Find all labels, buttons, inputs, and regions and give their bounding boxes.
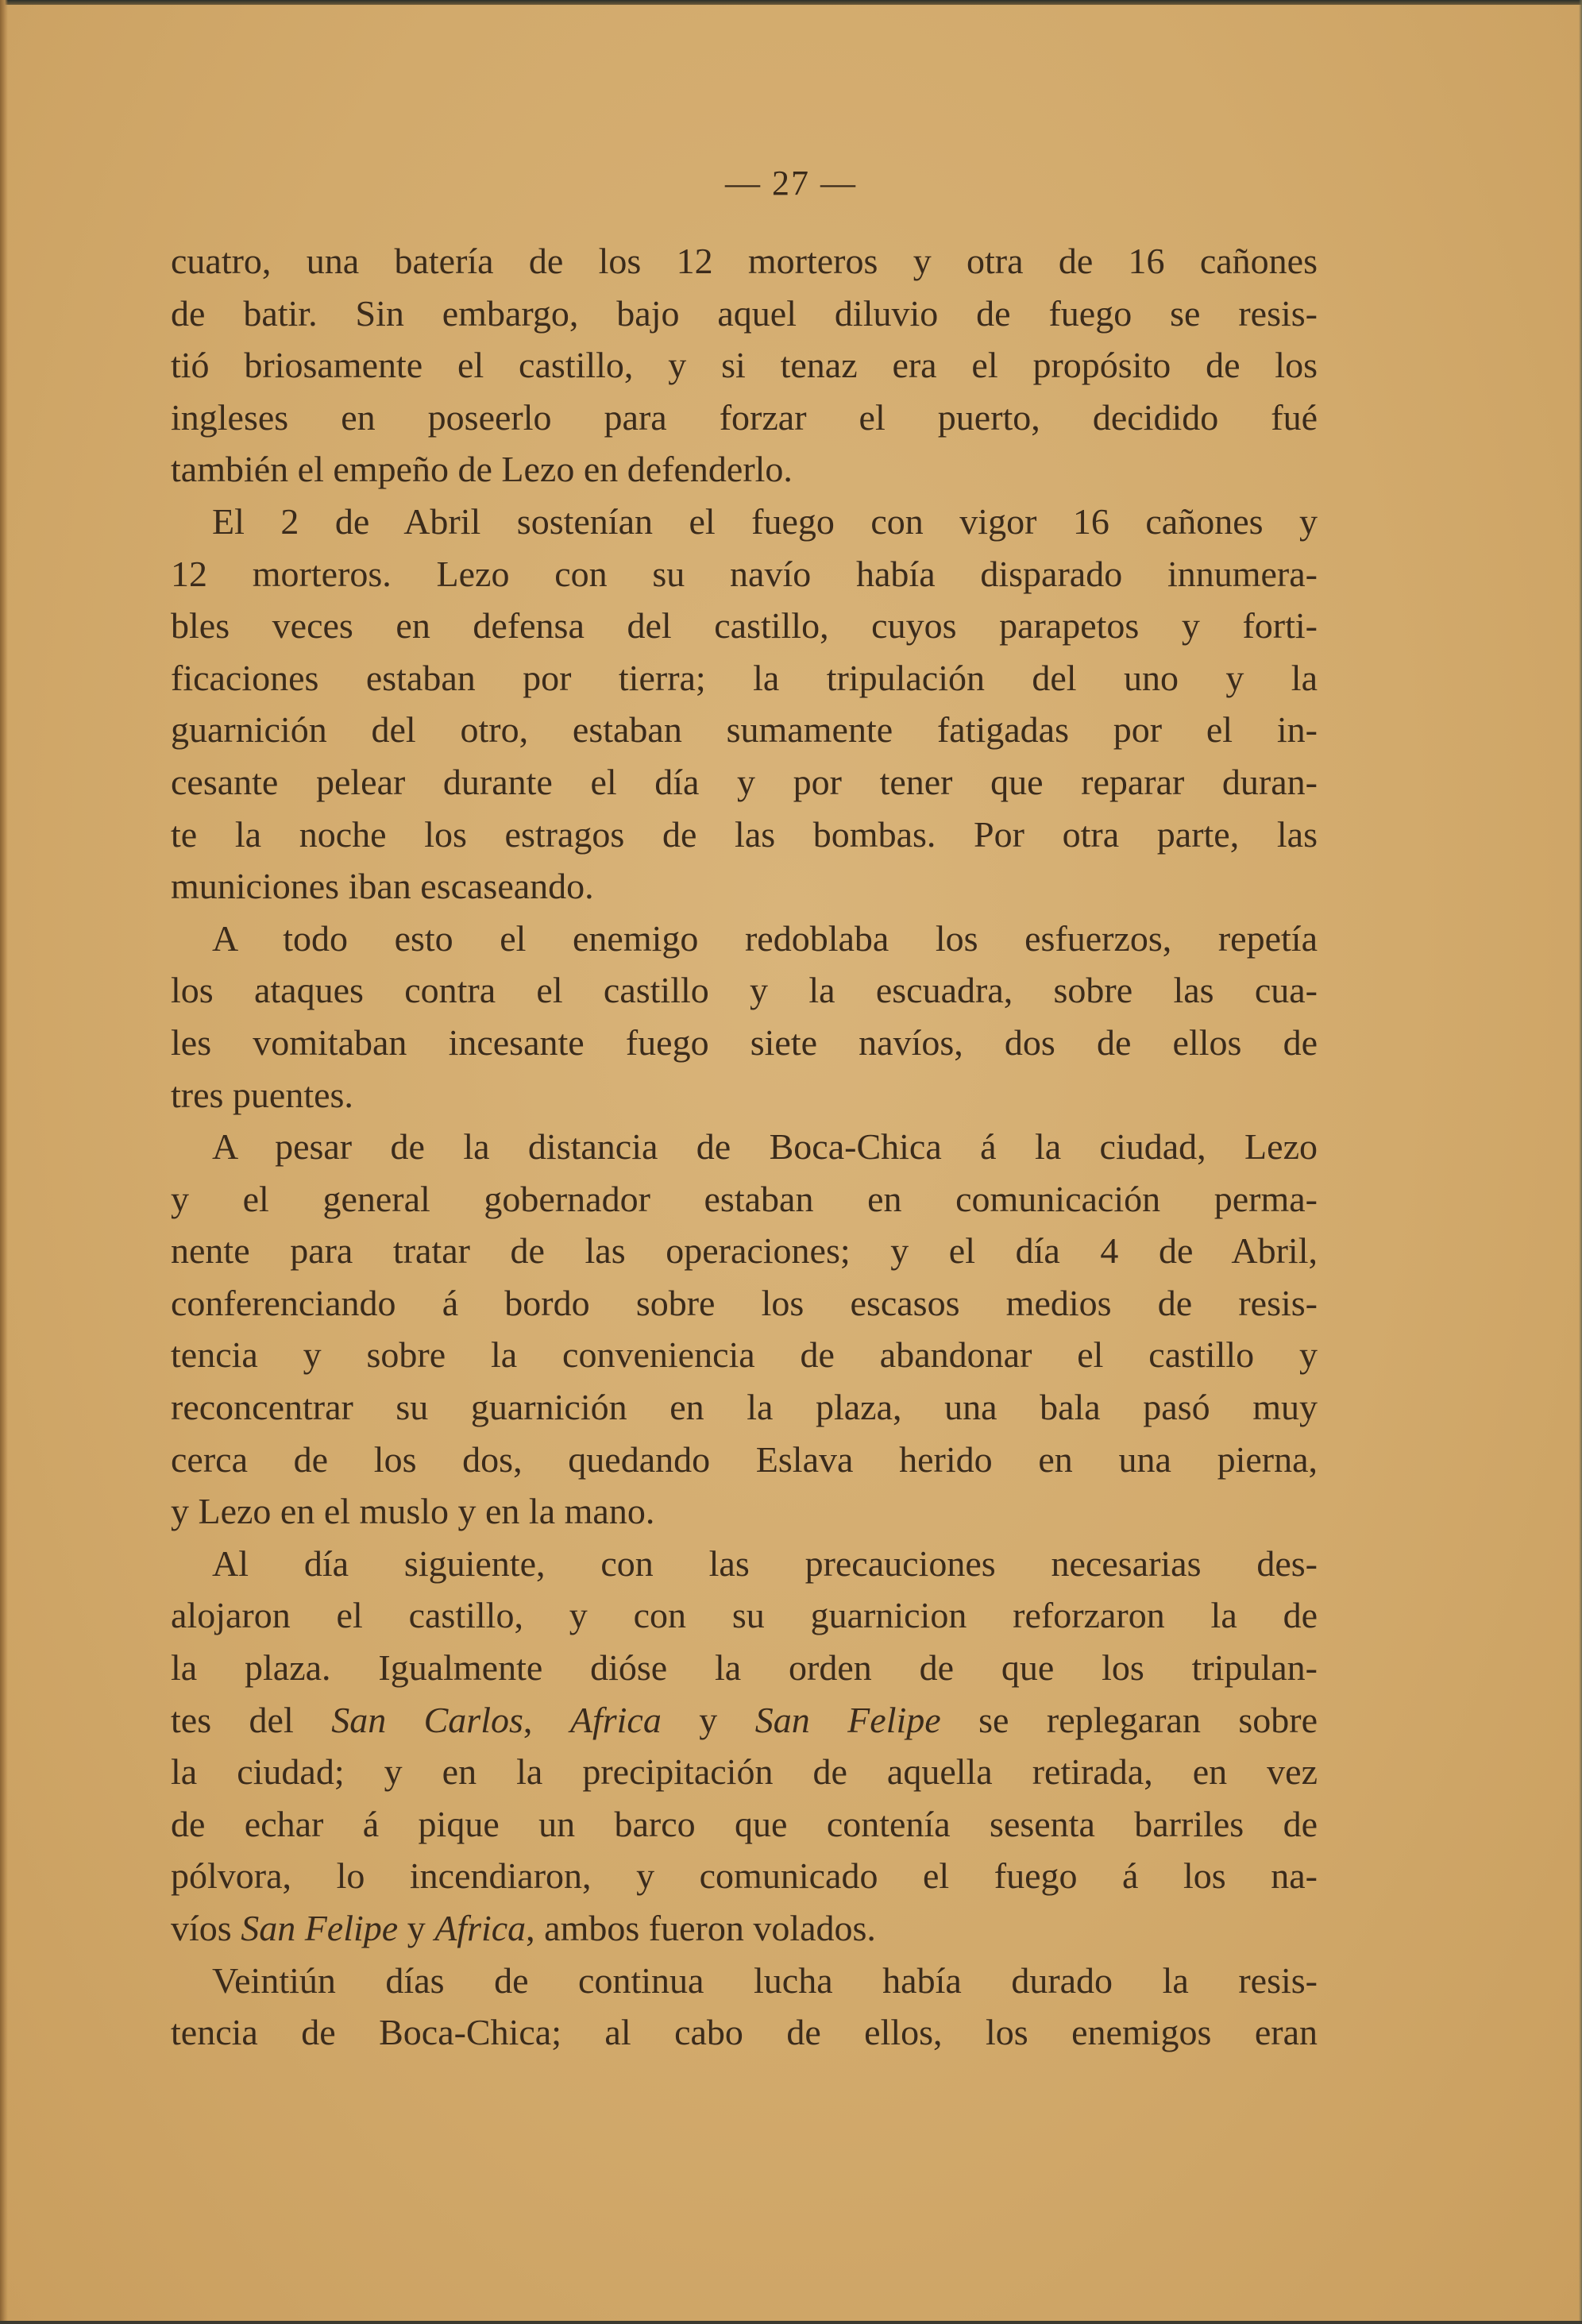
paragraph-first-line: A pesar de la distancia de Boca-Chica á la ciudad, Lezo — [212, 1126, 1318, 1168]
text-line: conferenciando á bordo sobre los escasos medios de resis- — [171, 1282, 1318, 1323]
text-span: , — [523, 1699, 570, 1740]
text-span: víos — [171, 1908, 241, 1948]
text-line: la plaza. Igualmente dióse la orden de que los tripulan- — [171, 1647, 1318, 1689]
text-span: tes del — [171, 1699, 332, 1740]
text-line: les vomitaban incesante fuego siete navíos, dos de ellos de — [171, 1021, 1318, 1063]
text-line: pólvora, lo incendiaron, y comunicado el fuego á los na- — [171, 1855, 1318, 1897]
text-line: también el empeño de Lezo en defenderlo. — [171, 449, 793, 490]
paragraph-first-line: El 2 de Abril sostenían el fuego con vigor 16 cañones y — [212, 500, 1318, 542]
page-binding-edge — [0, 0, 8, 2324]
page-right-edge — [1579, 0, 1582, 2324]
text-line: nente para tratar de las operaciones; y el día 4 de Abril, — [171, 1230, 1318, 1272]
paragraph-first-line: Al día siguiente, con las precauciones necesarias des- — [212, 1542, 1318, 1584]
text-line: y el general gobernador estaban en comunicación perma- — [171, 1178, 1318, 1219]
text-line: 12 morteros. Lezo con su navío había disparado innumera- — [171, 553, 1318, 594]
text-line: la ciudad; y en la precipitación de aquella retirada, en vez — [171, 1751, 1318, 1793]
page-top-edge — [0, 0, 1582, 5]
text-line — [171, 1902, 1318, 1955]
ship-name: Africa — [569, 1699, 662, 1740]
text-span: , ambos fueron volados. — [526, 1908, 876, 1948]
text-line: tres puentes. — [171, 1074, 353, 1115]
text-line: los ataques contra el castillo y la escuadra, sobre las cua- — [171, 970, 1318, 1011]
text-line: ficaciones estaban por tierra; la tripulación del uno y la — [171, 657, 1318, 698]
ship-name: San Felipe — [754, 1699, 941, 1740]
page-bottom-edge — [0, 2321, 1582, 2324]
text-line: cerca de los dos, quedando Eslava herido en una pierna, — [171, 1438, 1318, 1480]
text-line: cesante pelear durante el día y por tener que reparar duran- — [171, 761, 1318, 802]
text-span: y — [398, 1908, 435, 1948]
paragraph-first-line: Veintiún días de continua lucha había durado la resis- — [212, 1959, 1318, 2001]
text-line: de echar á pique un barco que contenía sesenta barriles de — [171, 1803, 1318, 1844]
text-line: bles veces en defensa del castillo, cuyos parapetos y forti- — [171, 605, 1318, 647]
body-text — [171, 235, 1318, 2059]
text-line: de batir. Sin embargo, bajo aquel diluvio de fuego se resis- — [171, 292, 1318, 334]
ship-name: San Felipe — [241, 1908, 399, 1948]
ship-name: Africa — [434, 1908, 527, 1948]
paragraph-first-line: A todo esto el enemigo redoblaba los esfuerzos, repetía — [212, 917, 1318, 959]
text-line: cuatro, una batería de los 12 morteros y otra de 16 cañones — [171, 241, 1318, 281]
text-line: te la noche los estragos de las bombas. Por otra parte, las — [171, 813, 1318, 855]
text-line: municiones iban escaseando. — [171, 866, 594, 907]
text-line: alojaron el castillo, y con su guarnicion reforzaron la de — [171, 1595, 1318, 1636]
text-line: ingleses en poseerlo para forzar el puerto, decidido fué — [171, 396, 1318, 438]
text-line: reconcentrar su guarnición en la plaza, una bala pasó muy — [171, 1387, 1318, 1428]
text-span: y — [661, 1699, 755, 1740]
text-line: tió briosamente el castillo, y si tenaz era el propósito de los — [171, 345, 1318, 386]
text-line — [171, 1694, 1318, 1747]
text-line: tencia de Boca-Chica; al cabo de ellos, los enemigos eran — [171, 2012, 1318, 2053]
ship-name: San Carlos — [331, 1699, 523, 1740]
text-line: tencia y sobre la conveniencia de abandonar el castillo y — [171, 1334, 1318, 1376]
text-span: se replegaran sobre — [940, 1699, 1318, 1740]
page-number: — 27 — — [725, 164, 857, 203]
text-line: guarnición del otro, estaban sumamente fatigadas por el in- — [171, 709, 1318, 751]
text-line: y Lezo en el muslo y en la mano. — [171, 1491, 655, 1532]
